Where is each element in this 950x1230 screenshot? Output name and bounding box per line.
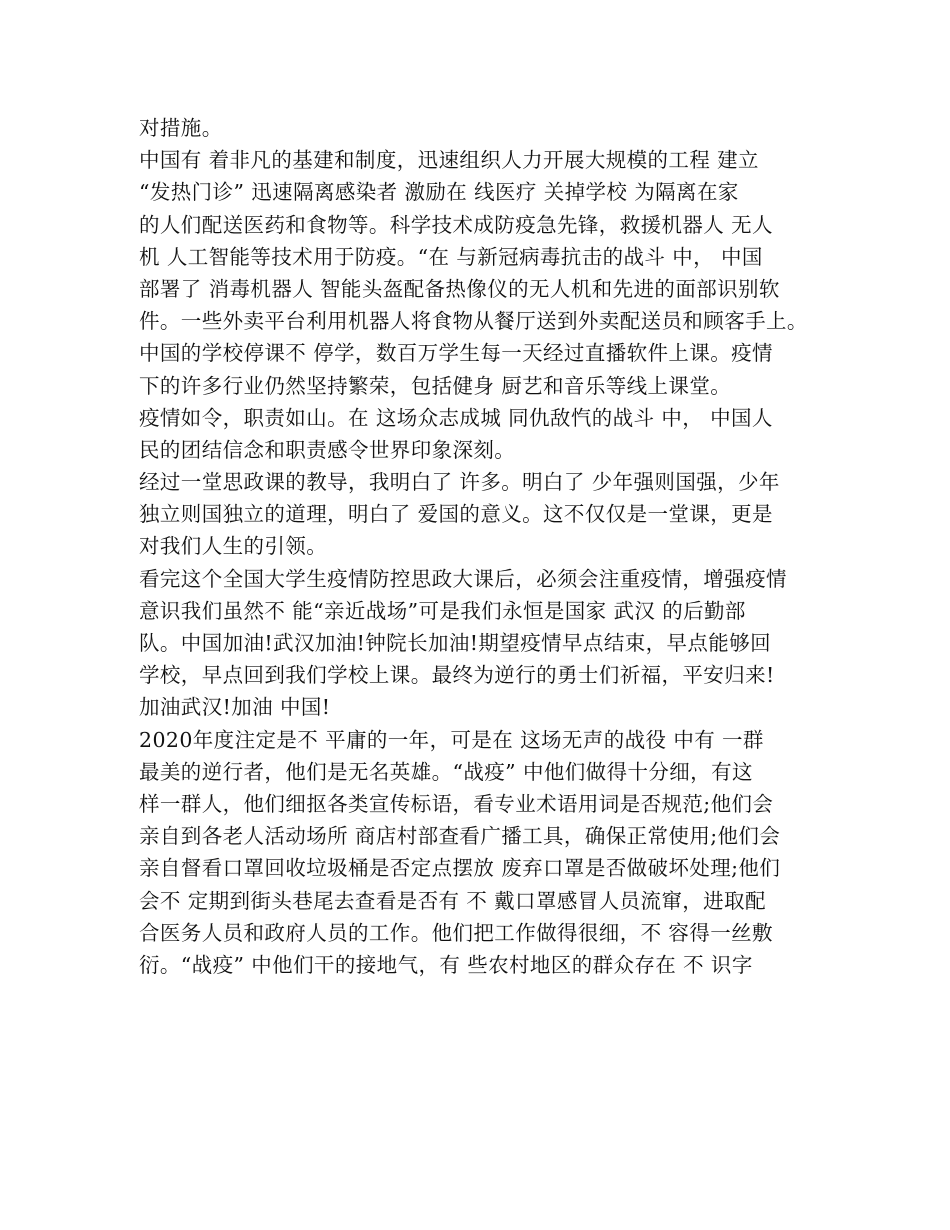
text-line: 最美的逆行者，他们是无名英雄。“战疫” 中他们做得十分细，有这 [139,759,753,784]
text-line: 会不 定期到街头巷尾去查看是否有 不 戴口罩感冒人员流窜，进取配 [139,888,766,913]
text-line: 加油武汉!加油 中国! [139,695,331,720]
text-line: 队。中国加油!武汉加油!钟院长加油!期望疫情早点结束，早点能够回 [139,631,772,655]
text-line: 看完这个全国大学生疫情防控思政大课后，必须会注重疫情，增强疫情 [139,566,787,591]
text-line: “发热门诊” 迅速隔离感染者 激励在 线医疗 关掉学校 为隔离在家 [139,180,739,205]
text-line: 中国有 着非凡的基建和制度，迅速组织人力开展大规模的工程 建立 [139,148,759,173]
text-line: 民的团结信念和职责感令世界印象深刻。 [139,437,516,462]
text-line: 部署了 消毒机器人 智能头盔配备热像仪的无人机和先进的面部识别软 [139,276,780,301]
text-line: 的人们配送医药和食物等。科学技术成防疫急先锋，救援机器人 无人 [139,212,773,237]
text-line: 机 人工智能等技术用于防疫。“在 与新冠病毒抗击的战斗 中， 中国 [139,244,763,269]
text-line: 学校，早点回到我们学校上课。最终为逆行的勇士们祈福，平安归来! [139,663,775,688]
text-line: 独立则国独立的道理，明白了 爱国的意义。这不仅仅是一堂课，更是 [139,502,773,527]
document-body [139,112,819,981]
text-line: 亲自到各老人活动场所 商店村部查看广播工具，确保正常使用;他们会 [139,824,781,849]
text-line: 样一群人，他们细抠各类宣传标语，看专业术语用词是否规范;他们会 [139,791,774,816]
text-line: 中国的学校停课不 停学，数百万学生每一天经过直播软件上课。疫情 [139,341,773,366]
text-line: 下的许多行业仍然坚持繁荣，包括健身 厨艺和音乐等线上课堂。 [139,373,732,398]
text-line: 经过一堂思政课的教导，我明白了 许多。明白了 少年强则国强，少年 [139,470,780,495]
text-line: 意识我们虽然不 能“亲近战场”可是我们永恒是国家 武汉 的后勤部 [139,598,746,623]
text-line: 合医务人员和政府人员的工作。他们把工作做得很细，不 容得一丝敷 [139,920,773,945]
text-line: 对我们人生的引领。 [139,534,328,559]
text-line: 2020年度注定是不 平庸的一年，可是在 这场无声的战役 中有 一群 [139,727,764,752]
text-line: 疫情如令，职责如山。在 这场众志成城 同仇敌忾的战斗 中， 中国人 [139,405,773,430]
text-line: 对措施。 [139,116,223,140]
text-line: 亲自督看口罩回收垃圾桶是否定点摆放 废弃口罩是否做破坏处理;他们 [139,856,781,881]
text-line: 衍。“战疫” 中他们干的接地气，有 些农村地区的群众存在 不 识字 [139,952,753,977]
text-line: 件。一些外卖平台利用机器人将食物从餐厅送到外卖配送员和顾客手上。 [139,309,808,334]
